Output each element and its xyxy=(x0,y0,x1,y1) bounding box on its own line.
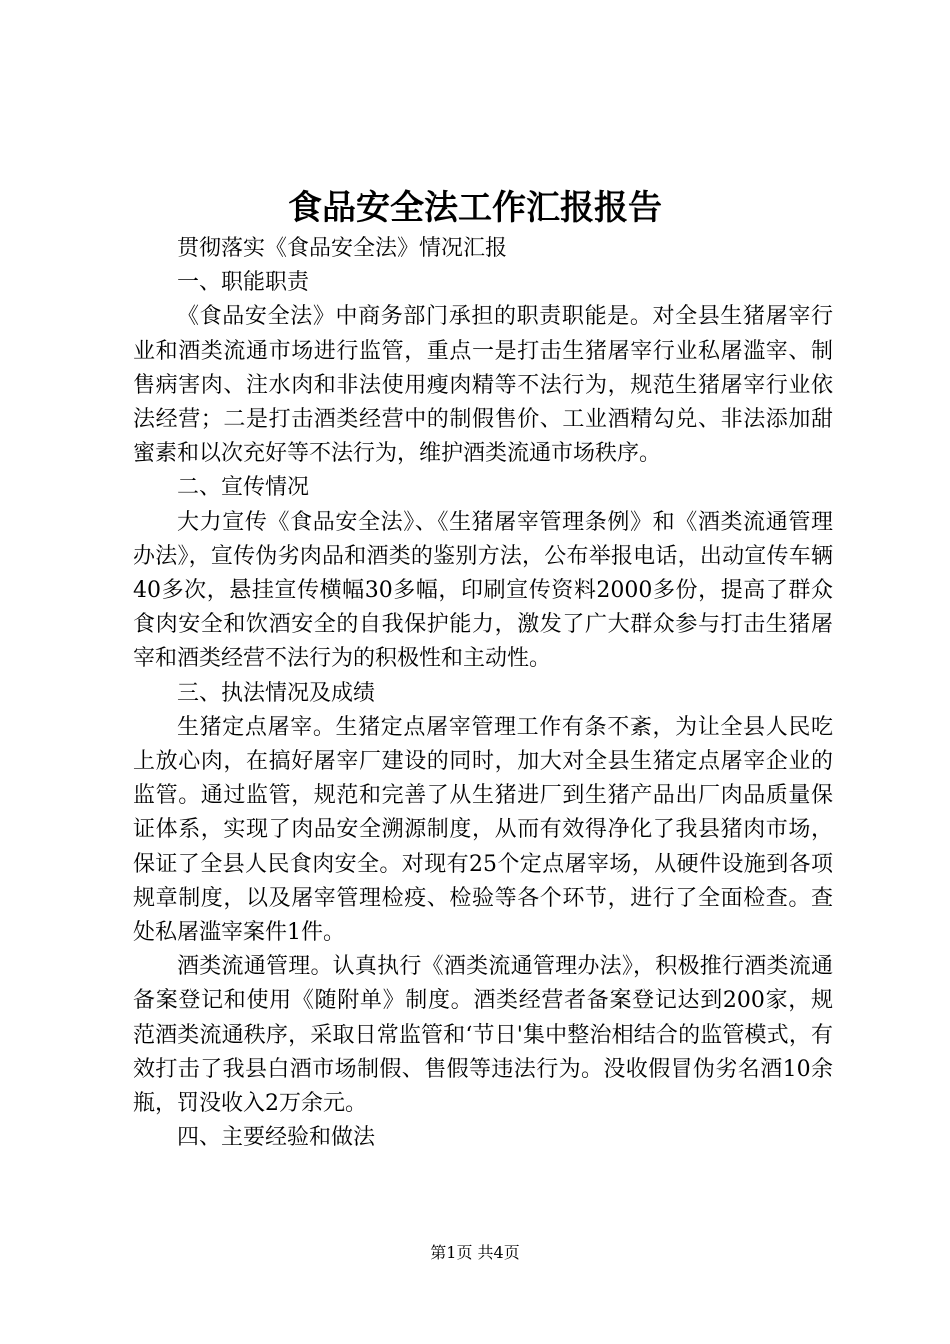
page-footer: 第1页 共4页 xyxy=(430,1243,520,1262)
section-heading-duties: 一、职能职责 xyxy=(177,270,310,296)
paragraph-duties: 《食品安全法》中商务部门承担的职责职能是。对全县生猪屠宰行业和酒类流通市场进行监管，重点一是打击生猪屠宰行业私屠滥宰、制售病害肉、注水肉和非法使用瘦肉精等不法行为，规范生猪屠宰行业依法经营；二是打击酒类经营中的制假售价、工业酒精勾兑、非法添加甜蜜素和以次充好等不法行为，维护酒类流通市场秩序。 xyxy=(133,304,833,467)
section-heading-enforcement: 三、执法情况及成绩 xyxy=(177,680,376,706)
page-title: 食品安全法工作汇报报告 xyxy=(288,188,662,228)
paragraph-subtitle: 贯彻落实《食品安全法》情况汇报 xyxy=(177,236,508,261)
section-heading-publicity: 二、宣传情况 xyxy=(177,475,310,501)
section-heading-experience: 四、主要经验和做法 xyxy=(177,1125,376,1151)
paragraph-publicity: 大力宣传《食品安全法》、《生猪屠宰管理条例》和《酒类流通管理办法》，宣传伪劣肉品和酒类的鉴别方法，公布举报电话，出动宣传车辆40多次，悬挂宣传横幅30多幅，印刷宣传资料2000多份，提高了群众食肉安全和饮酒安全的自我保护能力，激发了广大群众参与打击生猪屠宰和酒类经营不法行为的积极性和主动性。 xyxy=(133,509,833,672)
paragraph-liquor: 酒类流通管理。认真执行《酒类流通管理办法》，积极推行酒类流通备案登记和使用《随附单》制度。酒类经营者备案登记达到200家，规范酒类流通秩序，采取日常监管和‘节日'集中整治相结合的监管模式，有效打击了我县白酒市场制假、售假等违法行为。没收假冒伪劣名酒10余瓶，罚没收入2万余元。 xyxy=(133,954,833,1117)
paragraph-slaughter: 生猪定点屠宰。生猪定点屠宰管理工作有条不紊，为让全县人民吃上放心肉，在搞好屠宰厂建设的同时，加大对全县生猪定点屠宰企业的监管。通过监管，规范和完善了从生猪进厂到生猪产品出厂肉品质量保证体系，实现了肉品安全溯源制度，从而有效得净化了我县猪肉市场，保证了全县人民食肉安全。对现有25个定点屠宰场，从硬件设施到各项规章制度，以及屠宰管理检疫、检验等各个环节，进行了全面检查。查处私屠滥宰案件1件。 xyxy=(133,714,833,946)
document-body xyxy=(133,232,833,1155)
